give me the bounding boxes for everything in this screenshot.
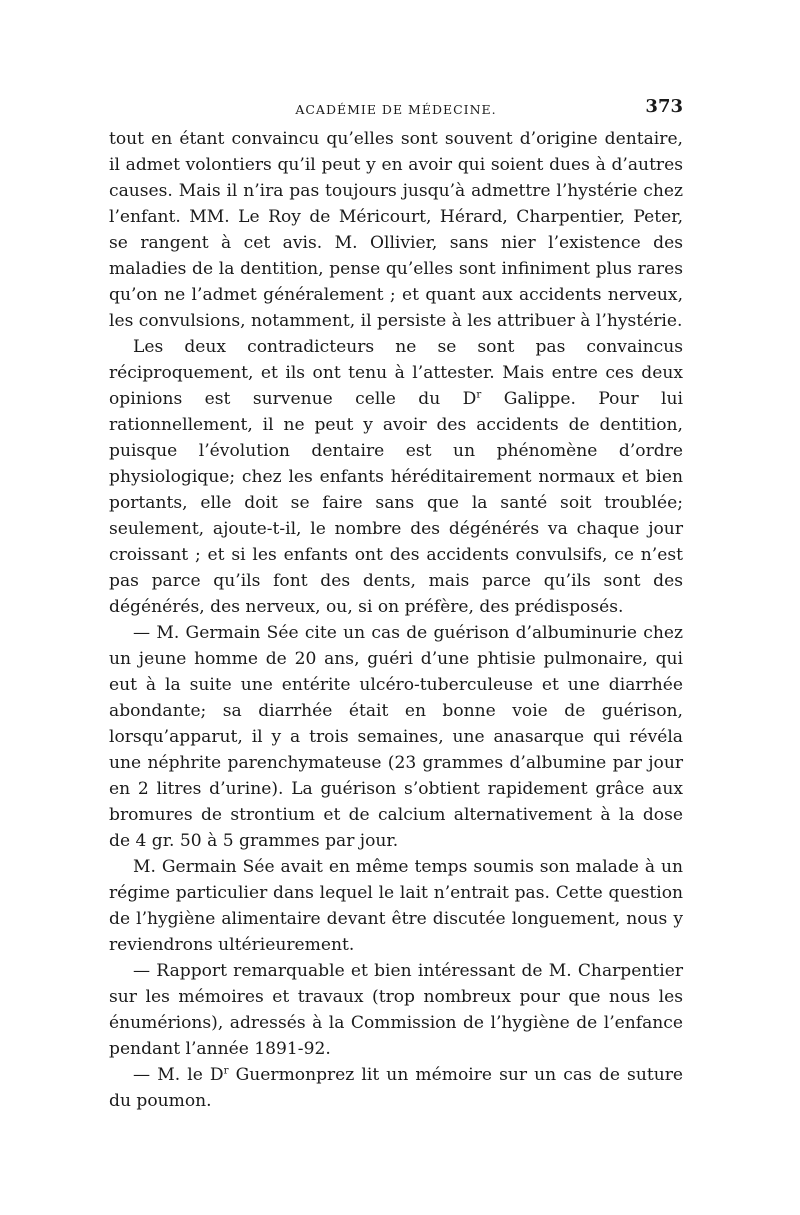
- text-segment: — M. le D: [133, 1065, 224, 1085]
- paragraph-p5: [109, 958, 683, 1062]
- paragraph-p4: [109, 854, 683, 958]
- text-segment: Guermonprez lit un mémoire sur un cas de suture du poumon.: [109, 1065, 683, 1111]
- text-segment: Galippe. Pour lui rationnellement, il ne peut y avoir des accidents de dentition, puisque l’évolution dentaire est un phénomène d’ordre physiologique; chez les enfants héréditairement normaux et bien portants, elle doit se faire sans que la santé soit troublée; seulement, ajoute-t-il, le nombre des dégénérés va chaque jour croissant ; et si les enfants ont des accidents convulsifs, ce n’est pas parce qu’ils font des dents, mais parce qu’ils sont des dégénérés, des nerveux, ou, si on préfère, des prédisposés.: [109, 389, 683, 617]
- book-page: [109, 96, 683, 1114]
- superscript-abbrev: r: [476, 388, 482, 401]
- paragraph-p6: [109, 1062, 683, 1114]
- running-title: ACADÉMIE DE MÉDECINE.: [295, 102, 497, 117]
- body-text: [109, 126, 683, 1114]
- paragraph-p2: [109, 334, 683, 620]
- paragraph-p3: [109, 620, 683, 854]
- text-segment: — Rapport remarquable et bien intéressant de M. Charpentier sur les mémoires et travaux (trop nombreux pour que nous les énumérions), adressés à la Commission de l’hygiène de l’enfance pendant l’année 1891-92.: [109, 961, 683, 1059]
- paragraph-p1: [109, 126, 683, 334]
- page-number: 373: [645, 96, 683, 117]
- text-segment: — M. Germain Sée cite un cas de guérison d’albuminurie chez un jeune homme de 20 ans, guéri d’une phtisie pulmonaire, qui eut à la suite une entérite ulcéro-tuberculeuse et une diarrhée abondante; sa diarrhée était en bonne voie de guérison, lorsqu’apparut, il y a trois semaines, une anasarque qui révéla une néphrite parenchymateuse (23 grammes d’albumine par jour en 2 litres d’urine). La guérison s’obtient rapidement grâce aux bromures de strontium et de calcium alternativement à la dose de 4 gr. 50 à 5 grammes par jour.: [109, 623, 683, 851]
- text-segment: M. Germain Sée avait en même temps soumis son malade à un régime particulier dans lequel le lait n’entrait pas. Cette question de l’hygiène alimentaire devant être discutée longuement, nous y reviendrons ultérieurement.: [109, 857, 683, 955]
- text-segment: tout en étant convaincu qu’elles sont souvent d’origine dentaire, il admet volontiers qu’il peut y en avoir qui soient dues à d’autres causes. Mais il n’ira pas toujours jusqu’à admettre l’hystérie chez l’enfant. MM. Le Roy de Méricourt, Hérard, Charpentier, Peter, se rangent à cet avis. M. Ollivier, sans nier l’existence des maladies de la dentition, pense qu’elles sont infiniment plus rares qu’on ne l’admet généralement ; et quant aux accidents nerveux, les convulsions, notamment, il persiste à les attribuer à l’hystérie.: [109, 129, 683, 331]
- superscript-abbrev: r: [223, 1064, 229, 1077]
- running-head: [109, 96, 683, 124]
- text-segment: Les deux contradicteurs ne se sont pas convaincus réciproquement, et ils ont tenu à l’attester. Mais entre ces deux opinions est survenue celle du D: [109, 337, 683, 409]
